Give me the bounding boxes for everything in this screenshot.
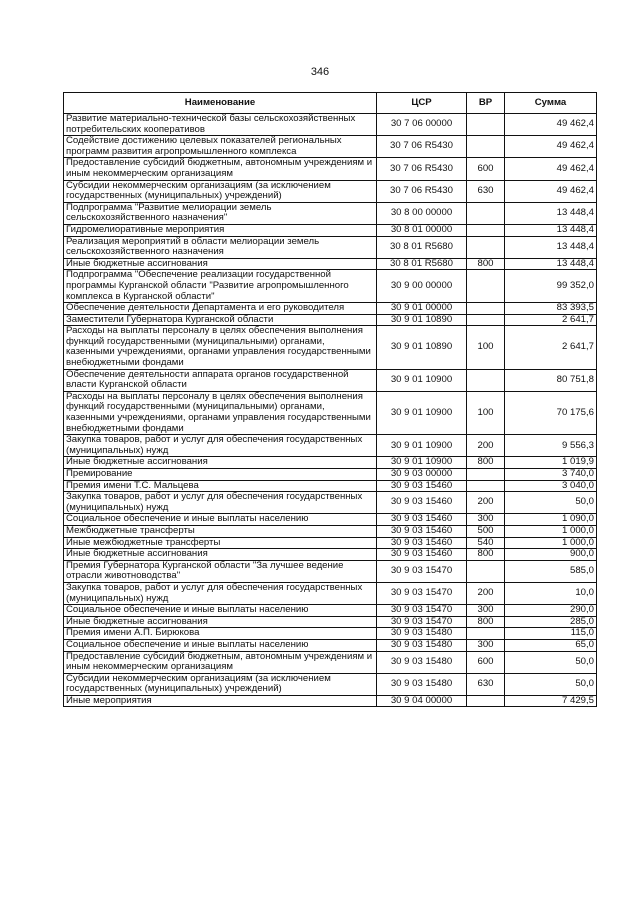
- cell-vr: 300: [467, 605, 505, 617]
- cell-sum: 13 448,4: [505, 224, 597, 236]
- cell-vr: 630: [467, 180, 505, 202]
- cell-csr: 30 9 03 15460: [377, 549, 467, 561]
- cell-csr: 30 9 03 15470: [377, 560, 467, 582]
- cell-sum: 50,0: [505, 492, 597, 514]
- cell-vr: [467, 369, 505, 391]
- cell-name: Премия Губернатора Курганской области "За лучшее ведение отрасли животноводства": [64, 560, 377, 582]
- cell-csr: 30 8 01 R5680: [377, 258, 467, 270]
- table-row: [64, 695, 597, 707]
- cell-vr: [467, 469, 505, 481]
- table-row: [64, 303, 597, 315]
- cell-vr: [467, 136, 505, 158]
- table-row: [64, 628, 597, 640]
- cell-name: Иные бюджетные ассигнования: [64, 457, 377, 469]
- cell-name: Социальное обеспечение и иные выплаты населению: [64, 639, 377, 651]
- cell-name: Закупка товаров, работ и услуг для обеспечения государственных (муниципальных) нужд: [64, 435, 377, 457]
- cell-sum: 3 040,0: [505, 480, 597, 492]
- cell-sum: 50,0: [505, 651, 597, 673]
- table-row: [64, 480, 597, 492]
- table-row: [64, 469, 597, 481]
- cell-vr: 800: [467, 616, 505, 628]
- cell-vr: 600: [467, 158, 505, 180]
- cell-sum: 13 448,4: [505, 236, 597, 258]
- cell-sum: 1 000,0: [505, 537, 597, 549]
- cell-vr: 800: [467, 258, 505, 270]
- cell-csr: 30 9 01 10900: [377, 435, 467, 457]
- cell-csr: 30 9 03 15460: [377, 480, 467, 492]
- cell-sum: 13 448,4: [505, 202, 597, 224]
- cell-vr: 630: [467, 673, 505, 695]
- cell-name: Закупка товаров, работ и услуг для обеспечения государственных (муниципальных) нужд: [64, 582, 377, 604]
- cell-sum: 115,0: [505, 628, 597, 640]
- cell-vr: 540: [467, 537, 505, 549]
- cell-vr: 800: [467, 457, 505, 469]
- table-row: [64, 224, 597, 236]
- table-row: [64, 673, 597, 695]
- cell-vr: [467, 114, 505, 136]
- cell-sum: 10,0: [505, 582, 597, 604]
- cell-name: Иные межбюджетные трансферты: [64, 537, 377, 549]
- header-vr: ВР: [467, 93, 505, 114]
- cell-sum: 83 393,5: [505, 303, 597, 315]
- cell-name: Обеспечение деятельности Департамента и его руководителя: [64, 303, 377, 315]
- table-row: [64, 258, 597, 270]
- table-header-row: [64, 93, 597, 114]
- table-row: [64, 114, 597, 136]
- table-row: [64, 537, 597, 549]
- cell-vr: [467, 314, 505, 326]
- cell-name: Подпрограмма "Развитие мелиорации земель сельскохозяйственного назначения": [64, 202, 377, 224]
- cell-csr: 30 9 03 15480: [377, 673, 467, 695]
- cell-csr: 30 9 03 15470: [377, 582, 467, 604]
- cell-vr: 200: [467, 435, 505, 457]
- cell-sum: 49 462,4: [505, 114, 597, 136]
- table-row: [64, 136, 597, 158]
- cell-sum: 9 556,3: [505, 435, 597, 457]
- cell-vr: [467, 695, 505, 707]
- cell-vr: 200: [467, 582, 505, 604]
- table-row: [64, 514, 597, 526]
- table-row: [64, 236, 597, 258]
- cell-name: Заместители Губернатора Курганской области: [64, 314, 377, 326]
- header-name: Наименование: [64, 93, 377, 114]
- cell-sum: 290,0: [505, 605, 597, 617]
- table-row: [64, 435, 597, 457]
- cell-name: Иные бюджетные ассигнования: [64, 258, 377, 270]
- table-row: [64, 582, 597, 604]
- cell-csr: 30 9 03 15470: [377, 605, 467, 617]
- table-row: [64, 326, 597, 369]
- table-row: [64, 369, 597, 391]
- cell-name: Развитие материально-технической базы сельскохозяйственных потребительских кооперативов: [64, 114, 377, 136]
- table-row: [64, 270, 597, 303]
- table-row: [64, 616, 597, 628]
- cell-csr: 30 9 01 10890: [377, 314, 467, 326]
- cell-name: Премия имени А.П. Бирюкова: [64, 628, 377, 640]
- cell-csr: 30 9 01 10900: [377, 369, 467, 391]
- table-row: [64, 651, 597, 673]
- cell-vr: 100: [467, 391, 505, 434]
- page-number: 346: [310, 66, 330, 78]
- table-body: [64, 114, 597, 707]
- cell-name: Расходы на выплаты персоналу в целях обеспечения выполнения функций государственными (муниципальными) органами, казенными учреждениями, органами управления государственными внебюджетными фондами: [64, 391, 377, 434]
- cell-csr: 30 9 03 15460: [377, 525, 467, 537]
- cell-name: Иные бюджетные ассигнования: [64, 616, 377, 628]
- cell-sum: 1 000,0: [505, 525, 597, 537]
- cell-vr: [467, 560, 505, 582]
- cell-csr: 30 8 01 00000: [377, 224, 467, 236]
- cell-csr: 30 9 03 15480: [377, 639, 467, 651]
- cell-vr: 200: [467, 492, 505, 514]
- cell-vr: [467, 202, 505, 224]
- cell-name: Премия имени Т.С. Мальцева: [64, 480, 377, 492]
- cell-csr: 30 9 01 10900: [377, 391, 467, 434]
- cell-csr: 30 9 00 00000: [377, 270, 467, 303]
- table-row: [64, 391, 597, 434]
- header-sum: Сумма: [505, 93, 597, 114]
- cell-sum: 2 641,7: [505, 326, 597, 369]
- table-row: [64, 180, 597, 202]
- cell-csr: 30 9 03 15470: [377, 616, 467, 628]
- table-row: [64, 605, 597, 617]
- cell-sum: 49 462,4: [505, 136, 597, 158]
- cell-name: Гидромелиоративные мероприятия: [64, 224, 377, 236]
- cell-name: Реализация мероприятий в области мелиорации земель сельскохозяйственного назначения: [64, 236, 377, 258]
- cell-vr: [467, 224, 505, 236]
- cell-csr: 30 9 03 15480: [377, 651, 467, 673]
- cell-csr: 30 9 01 10900: [377, 457, 467, 469]
- cell-sum: 70 175,6: [505, 391, 597, 434]
- cell-vr: 100: [467, 326, 505, 369]
- cell-vr: 500: [467, 525, 505, 537]
- cell-sum: 900,0: [505, 549, 597, 561]
- table-row: [64, 492, 597, 514]
- cell-vr: 600: [467, 651, 505, 673]
- table-row: [64, 549, 597, 561]
- cell-vr: [467, 628, 505, 640]
- cell-name: Подпрограмма "Обеспечение реализации государственной программы Курганской области "Развитие агропромышленного комплекса в Курганской области": [64, 270, 377, 303]
- cell-csr: 30 8 01 R5680: [377, 236, 467, 258]
- cell-sum: 1 090,0: [505, 514, 597, 526]
- table-row: [64, 560, 597, 582]
- cell-sum: 49 462,4: [505, 158, 597, 180]
- cell-name: Расходы на выплаты персоналу в целях обеспечения выполнения функций государственными (муниципальными) органами, казенными учреждениями, органами управления государственными внебюджетными фондами: [64, 326, 377, 369]
- cell-name: Иные мероприятия: [64, 695, 377, 707]
- cell-csr: 30 7 06 R5430: [377, 158, 467, 180]
- table-row: [64, 525, 597, 537]
- cell-name: Содействие достижению целевых показателей региональных программ развития агропромышленного комплекса: [64, 136, 377, 158]
- cell-name: Предоставление субсидий бюджетным, автономным учреждениям и иным некоммерческим организациям: [64, 158, 377, 180]
- cell-sum: 99 352,0: [505, 270, 597, 303]
- cell-csr: 30 8 00 00000: [377, 202, 467, 224]
- cell-csr: 30 9 03 15480: [377, 628, 467, 640]
- cell-sum: 585,0: [505, 560, 597, 582]
- cell-vr: 300: [467, 639, 505, 651]
- table-row: [64, 314, 597, 326]
- cell-name: Субсидии некоммерческим организациям (за исключением государственных (муниципальных) учреждений): [64, 673, 377, 695]
- cell-csr: 30 7 06 R5430: [377, 136, 467, 158]
- cell-name: Социальное обеспечение и иные выплаты населению: [64, 514, 377, 526]
- cell-csr: 30 7 06 R5430: [377, 180, 467, 202]
- cell-sum: 3 740,0: [505, 469, 597, 481]
- cell-sum: 50,0: [505, 673, 597, 695]
- cell-csr: 30 9 03 00000: [377, 469, 467, 481]
- cell-name: Межбюджетные трансферты: [64, 525, 377, 537]
- table-row: [64, 639, 597, 651]
- cell-vr: [467, 303, 505, 315]
- cell-name: Субсидии некоммерческим организациям (за исключением государственных (муниципальных) учреждений): [64, 180, 377, 202]
- cell-csr: 30 9 04 00000: [377, 695, 467, 707]
- cell-csr: 30 9 01 10890: [377, 326, 467, 369]
- cell-sum: 80 751,8: [505, 369, 597, 391]
- cell-sum: 1 019,9: [505, 457, 597, 469]
- cell-name: Премирование: [64, 469, 377, 481]
- table-row: [64, 457, 597, 469]
- cell-vr: 300: [467, 514, 505, 526]
- cell-name: Закупка товаров, работ и услуг для обеспечения государственных (муниципальных) нужд: [64, 492, 377, 514]
- cell-csr: 30 9 01 00000: [377, 303, 467, 315]
- cell-name: Социальное обеспечение и иные выплаты населению: [64, 605, 377, 617]
- cell-sum: 2 641,7: [505, 314, 597, 326]
- cell-csr: 30 9 03 15460: [377, 537, 467, 549]
- cell-sum: 285,0: [505, 616, 597, 628]
- cell-vr: [467, 480, 505, 492]
- cell-name: Обеспечение деятельности аппарата органов государственной власти Курганской области: [64, 369, 377, 391]
- cell-csr: 30 9 03 15460: [377, 492, 467, 514]
- cell-vr: 800: [467, 549, 505, 561]
- cell-sum: 13 448,4: [505, 258, 597, 270]
- cell-vr: [467, 236, 505, 258]
- budget-table: [63, 92, 597, 707]
- cell-sum: 49 462,4: [505, 180, 597, 202]
- cell-vr: [467, 270, 505, 303]
- cell-sum: 7 429,5: [505, 695, 597, 707]
- cell-name: Предоставление субсидий бюджетным, автономным учреждениям и иным некоммерческим организациям: [64, 651, 377, 673]
- cell-csr: 30 9 03 15460: [377, 514, 467, 526]
- table-row: [64, 158, 597, 180]
- cell-name: Иные бюджетные ассигнования: [64, 549, 377, 561]
- cell-sum: 65,0: [505, 639, 597, 651]
- header-csr: ЦСР: [377, 93, 467, 114]
- table-row: [64, 202, 597, 224]
- cell-csr: 30 7 06 00000: [377, 114, 467, 136]
